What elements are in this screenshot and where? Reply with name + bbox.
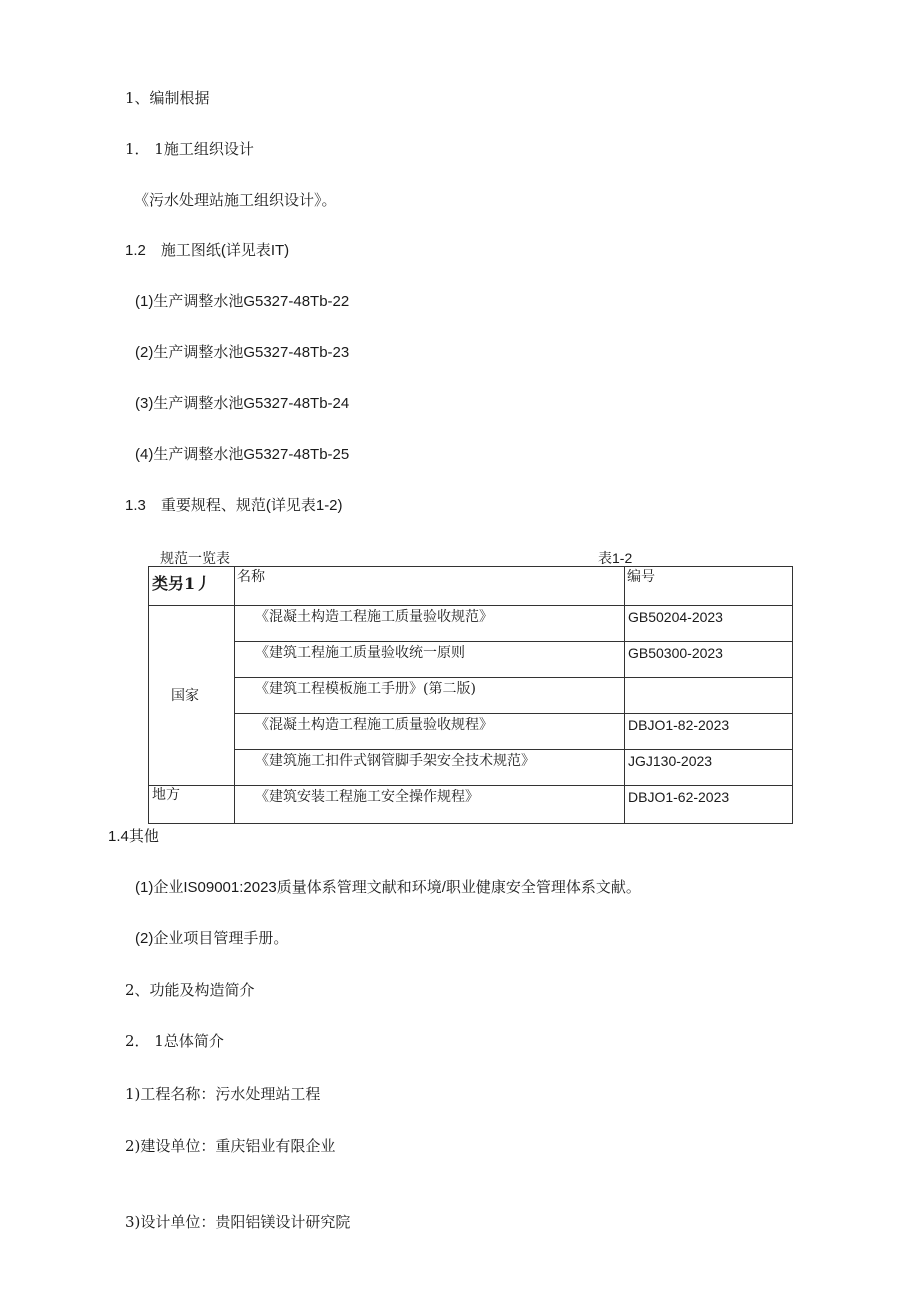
section-1-2-heading: 1.2 施工图纸(详见表IT): [125, 242, 290, 259]
overview-item: 3)设计单位：贵阳铝镁设计研究院: [125, 1213, 351, 1231]
group-national: 国家: [149, 606, 235, 786]
drawing-item: (1)生产调整水池G5327-48Tb-22: [135, 293, 350, 310]
spec-name: 《建筑安装工程施工安全操作规程》: [235, 786, 625, 824]
spec-name: 《建筑施工扣件式钢管脚手架安全技术规范》: [235, 750, 625, 786]
spec-name: 《混凝土构造工程施工质量验收规范》: [235, 606, 625, 642]
spec-name: 《建筑工程模板施工手册》(第二版): [235, 678, 625, 714]
section-1-1-body: 《污水处理站施工组织设计》。: [134, 191, 337, 209]
table-row: [149, 642, 793, 678]
other-item: (2)企业项目管理手册。: [135, 930, 289, 947]
spec-code: GB50204-2023: [625, 606, 793, 642]
table-caption: 规范一览表: [160, 551, 230, 567]
table-row: [149, 606, 793, 642]
header-code: 编号: [625, 567, 793, 606]
overview-item: 1)工程名称：污水处理站工程: [125, 1085, 321, 1103]
spec-code: DBJO1-62-2023: [625, 786, 793, 824]
spec-code: DBJO1-82-2023: [625, 714, 793, 750]
section-1-heading: 1、编制根据: [125, 89, 210, 107]
spec-code: JGJ130-2023: [625, 750, 793, 786]
table-number: 表1-2: [598, 550, 633, 566]
other-item: (1)企业IS09001:2023质量体系管理文献和环境/职业健康安全管理体系文献。: [135, 879, 641, 896]
drawing-item: (2)生产调整水池G5327-48Tb-23: [135, 344, 350, 361]
overview-item: 2)建设单位：重庆铝业有限企业: [125, 1137, 336, 1155]
section-1-1-heading: 1． 1施工组织设计: [125, 140, 254, 158]
spec-code: GB50300-2023: [625, 642, 793, 678]
spec-table: [148, 566, 793, 824]
section-2-1-heading: 2． 1总体简介: [125, 1032, 224, 1050]
table-row: [149, 750, 793, 786]
table-header-row: [149, 567, 793, 606]
header-name: 名称: [235, 567, 625, 606]
section-1-4-heading: 1.4其他: [108, 828, 159, 845]
spec-name: 《混凝土构造工程施工质量验收规程》: [235, 714, 625, 750]
drawing-item: (3)生产调整水池G5327-48Tb-24: [135, 395, 350, 412]
table-row: [149, 678, 793, 714]
header-category: 类另1丿: [149, 567, 235, 606]
spec-name: 《建筑工程施工质量验收统一原则: [235, 642, 625, 678]
drawing-item: (4)生产调整水池G5327-48Tb-25: [135, 446, 350, 463]
spec-code: [625, 678, 793, 714]
section-1-3-heading: 1.3 重要规程、规范(详见表1-2): [125, 497, 343, 514]
group-local: 地方: [149, 786, 235, 824]
section-2-heading: 2、功能及构造简介: [125, 981, 255, 999]
table-row: [149, 786, 793, 824]
table-row: [149, 714, 793, 750]
